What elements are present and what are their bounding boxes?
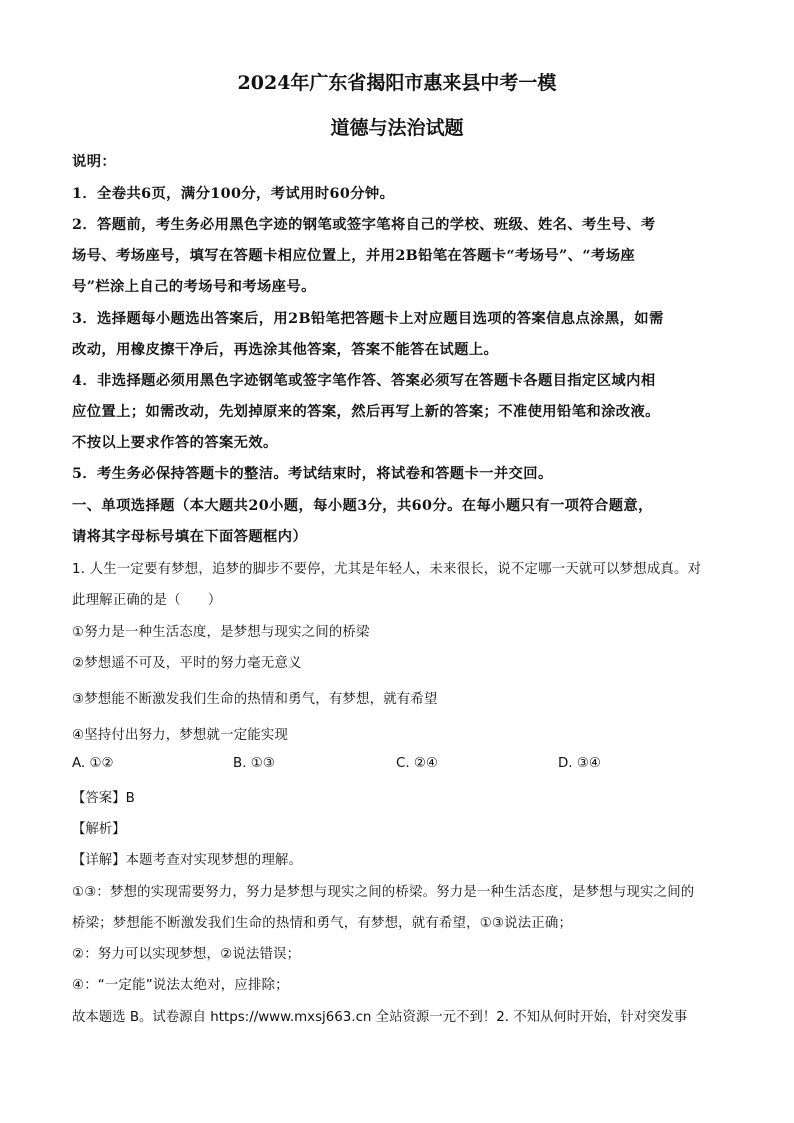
- instruction-line: 4．非选择题必须用黑色字迹钢笔或签字笔作答、答案必须写在答题卡各题目指定区域内相: [72, 373, 656, 389]
- statement-1: ①努力是一种生活态度，是梦想与现实之间的桥梁: [72, 625, 370, 640]
- answer-value: B: [125, 791, 135, 806]
- explanation-line: ④：“一定能”说法太绝对，应排除；: [72, 978, 289, 993]
- instruction-line: 应位置上；如需改动，先划掉原来的答案，然后再写上新的答案；不准使用铅笔和涂改液。: [72, 404, 660, 420]
- option-c: C. ②④: [396, 756, 438, 771]
- instruction-line: 场号、考场座号，填写在答题卡相应位置上，并用2B铅笔在答题卡“考场号”、“考场座: [72, 248, 636, 264]
- instructions-heading: 说明：: [72, 154, 117, 170]
- answer-tag: 【答案】: [72, 791, 126, 806]
- document-title: 2024年广东省揭阳市惠来县中考一模: [237, 72, 557, 94]
- section-heading-continued: 请将其字母标号填在下面答题框内）: [72, 529, 308, 545]
- statement-4: ④坚持付出努力，梦想就一定能实现: [72, 728, 289, 743]
- question-stem-continued: 此理解正确的是（ ）: [72, 593, 222, 608]
- detail-tag: 【详解】: [72, 853, 126, 868]
- instruction-line: 1．全卷共6页，满分100分，考试用时60分钟。: [72, 186, 395, 202]
- option-a: A. ①②: [72, 756, 114, 771]
- footer-line: 故本题选 B。试卷源自 https://www.mxsj663.cn 全站资源一元不到！2. 不知从何时开始，针对突发事: [72, 1010, 688, 1025]
- instruction-line: 5．考生务必保持答题卡的整洁。考试结束时，将试卷和答题卡一并交回。: [72, 466, 553, 482]
- explanation-line: 桥梁；梦想能不断激发我们生命的热情和勇气，有梦想，就有希望，①③说法正确；: [72, 916, 573, 931]
- option-b: B. ①③: [233, 756, 275, 771]
- instruction-line: 号”栏涂上自己的考场号和考场座号。: [72, 279, 316, 295]
- instruction-line: 改动，用橡皮擦干净后，再选涂其他答案，答案不能答在试题上。: [72, 342, 499, 358]
- question-stem: 1. 人生一定要有梦想，追梦的脚步不要停，尤其是年轻人，未来很长，说不定哪一天就可以梦想成真。对: [72, 562, 702, 577]
- instruction-line: 不按以上要求作答的答案无效。: [72, 435, 278, 451]
- section-heading: 一、单项选择题（本大题共20小题，每小题3分，共60分。在每小题只有一项符合题意，: [72, 498, 653, 514]
- analysis-tag: 【解析】: [72, 822, 126, 837]
- instruction-line: 2．答题前，考生务必用黑色字迹的钢笔或签字笔将自己的学校、班级、姓名、考生号、考: [72, 217, 656, 233]
- instruction-line: 3．选择题每小题选出答案后，用2B铅笔把答题卡上对应题目选项的答案信息点涂黑，如需: [72, 311, 664, 327]
- document-subtitle: 道德与法治试题: [330, 117, 464, 139]
- detail-line: [72, 849, 302, 869]
- detail-text: 本题考查对实现梦想的理解。: [125, 853, 303, 868]
- statement-2: ②梦想遥不可及，平时的努力毫无意义: [72, 656, 302, 671]
- explanation-line: ②：努力可以实现梦想，②说法错误；: [72, 947, 301, 962]
- option-d: D. ③④: [558, 756, 601, 771]
- explanation-line: ①③：梦想的实现需要努力，努力是梦想与现实之间的桥梁。努力是一种生活态度，是梦想与现实之间的: [72, 885, 695, 900]
- statement-3: ③梦想能不断激发我们生命的热情和勇气，有梦想，就有希望: [72, 692, 438, 707]
- answer-line: [72, 787, 135, 807]
